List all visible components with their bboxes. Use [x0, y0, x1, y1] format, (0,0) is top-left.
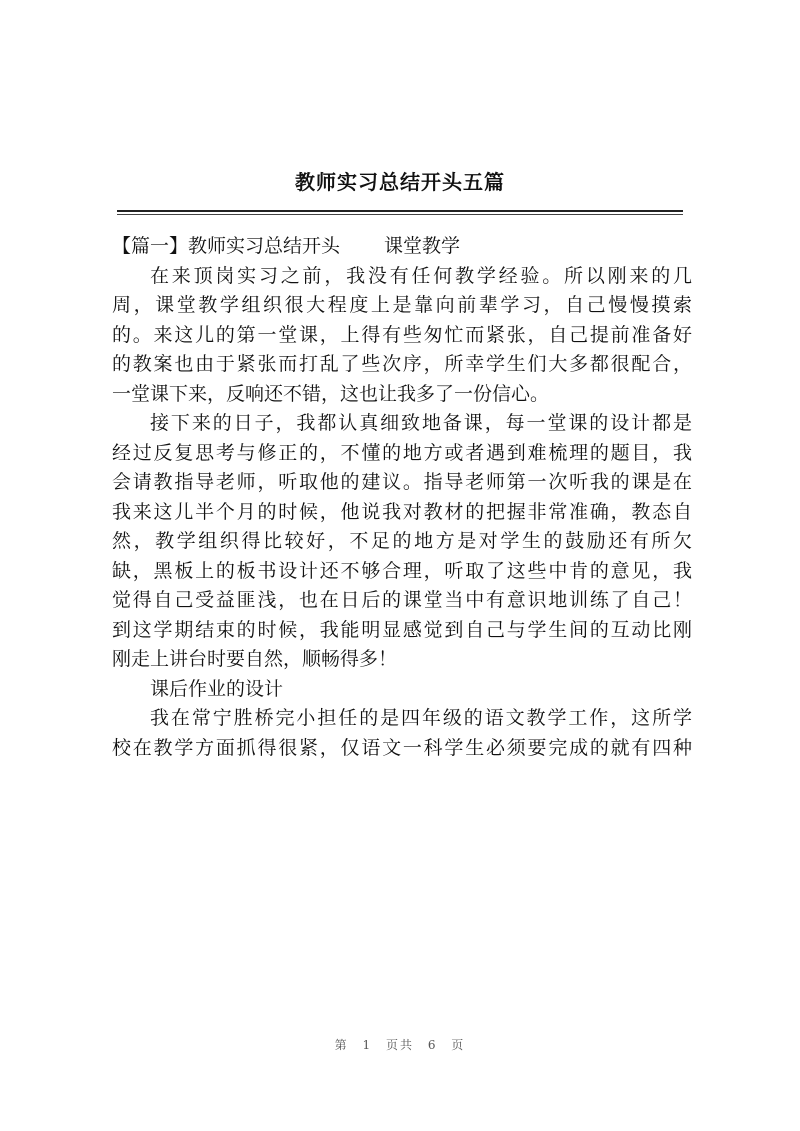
section-heading: 【篇一】教师实习总结开头: [112, 235, 341, 257]
text-line: 课后作业的设计: [150, 677, 284, 700]
document-body: [112, 232, 692, 763]
paragraph: [112, 409, 692, 675]
text-line: 我在常宁胜桥完小担任的是四年级的语文教学工作，这所学: [150, 707, 692, 729]
text-line: 刚走上讲台时要自然，顺畅得多！: [112, 648, 398, 670]
paragraph: [112, 262, 692, 410]
text-line: 经过反复思考与修正的，不懂的地方或者遇到难梳理的题目，我: [112, 441, 692, 464]
section-heading-line: [112, 232, 692, 262]
text-line: 到这学期结束的时候，我能明显感觉到自己与学生间的互动比刚: [112, 618, 692, 641]
text-line: 觉得自己受益匪浅，也在日后的课堂当中有意识地训练了自己！: [112, 589, 692, 611]
footer-total-pages: 6: [427, 1038, 438, 1052]
title-rule-thick: [117, 210, 683, 212]
text-line: 缺，黑板上的板书设计还不够合理，听取了这些中肯的意见，我: [112, 559, 692, 582]
text-line: 一堂课下来，反响还不错，这也让我多了一份信心。: [112, 382, 550, 405]
footer-middle: 页共: [385, 1038, 414, 1052]
footer-page-number: 1: [362, 1038, 373, 1052]
section-subheading: 课堂教学: [384, 235, 461, 257]
text-line: 我来这儿半个月的时候，他说我对教材的把握非常准确，教态自: [112, 500, 692, 523]
text-line: 的教案也由于紧张而打乱了些次序，所幸学生们大多都很配合，: [112, 353, 692, 375]
page-footer: [0, 1036, 800, 1053]
text-line: 校在教学方面抓得很紧，仅语文一科学生必须要完成的就有四种: [112, 736, 692, 759]
text-line: 周，课堂教学组织很大程度上是靠向前辈学习，自己慢慢摸索: [112, 294, 692, 316]
footer-prefix: 第: [334, 1038, 349, 1052]
text-line: 的。来这儿的第一堂课，上得有些匆忙而紧张，自己提前准备好: [112, 323, 692, 346]
text-line: 在来顶岗实习之前，我没有任何教学经验。所以刚来的几: [150, 264, 692, 287]
text-line: 会请教指导老师，听取他的建议。指导老师第一次听我的课是在: [112, 471, 692, 493]
title-rule-thin: [117, 214, 683, 215]
footer-suffix: 页: [451, 1038, 466, 1052]
text-line: 接下来的日子，我都认真细致地备课，每一堂课的设计都是: [150, 412, 692, 434]
text-line: 然，教学组织得比较好，不足的地方是对学生的鼓励还有所欠: [112, 530, 692, 552]
paragraph: [112, 675, 692, 705]
paragraph: [112, 704, 692, 763]
page-title: 教师实习总结开头五篇: [295, 170, 505, 194]
